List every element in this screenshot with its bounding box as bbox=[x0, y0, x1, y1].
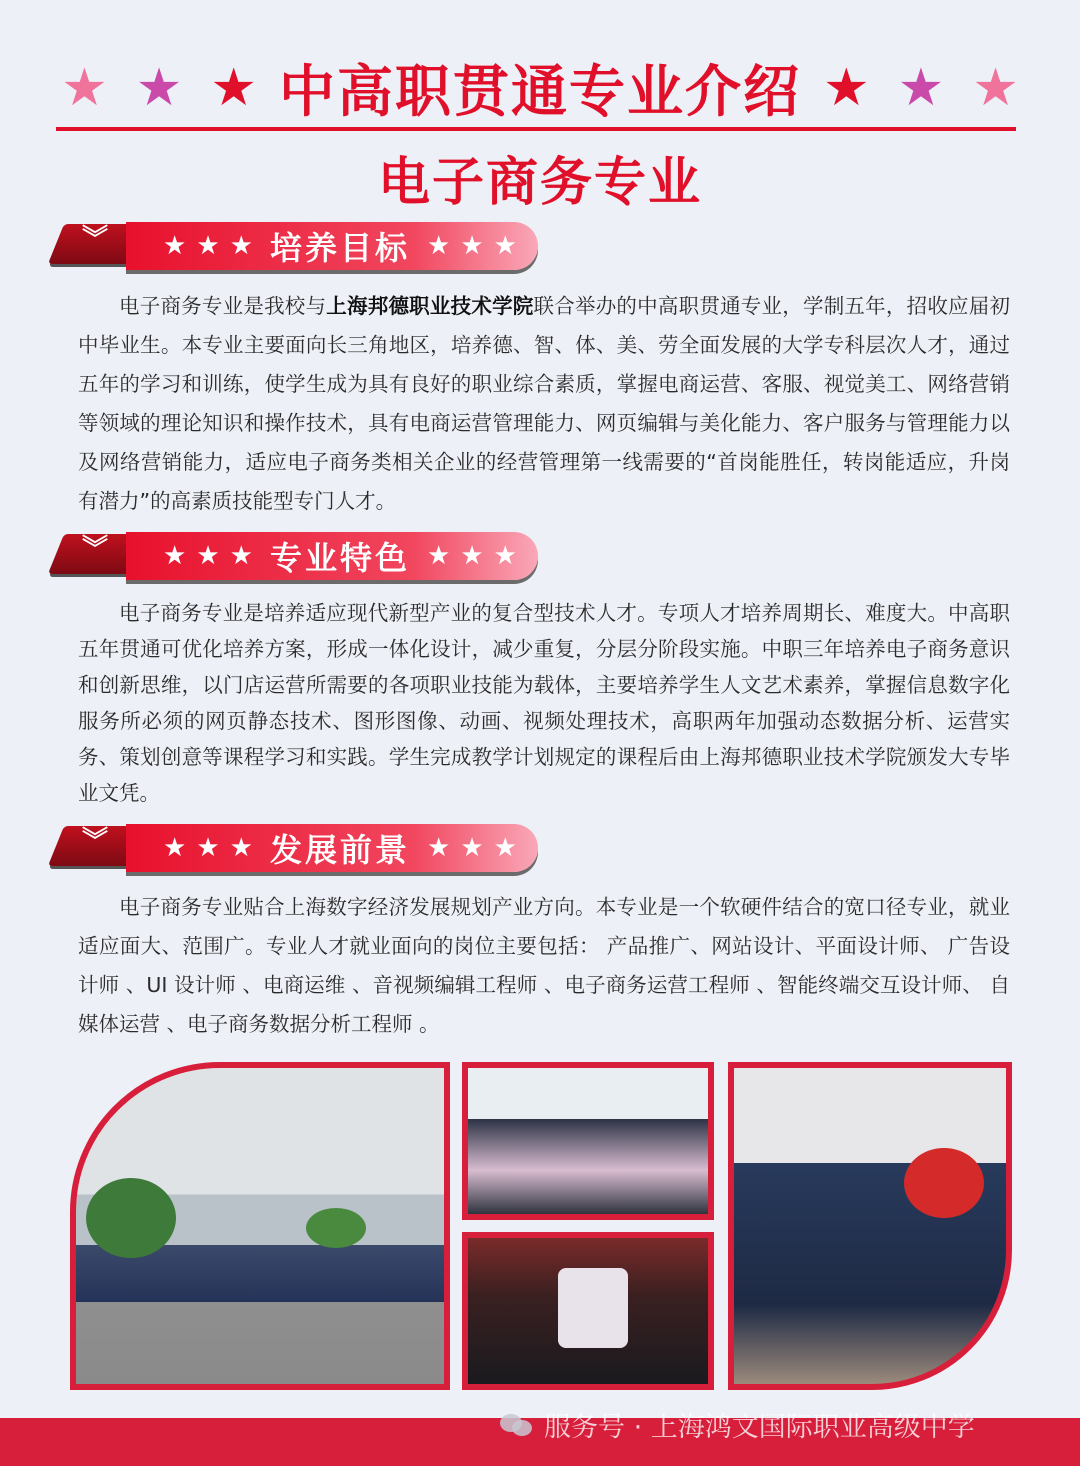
star-icon: ★ bbox=[460, 833, 484, 863]
star-icon: ★ bbox=[427, 541, 451, 571]
watermark-text: 服务号 · 上海鸿文国际职业高级中学 bbox=[544, 1411, 975, 1443]
section-heading: 专业特色 bbox=[269, 539, 410, 577]
watermark bbox=[500, 1404, 975, 1444]
section-paragraph-features: 电子商务专业是培养适应现代新型产业的复合型技术人才。专项人才培养周期长、难度大。中高职五年贯通可优化培养方案，形成一体化设计，减少重复，分层分阶段实施。中职三年培养电子商务意识和创新思维，以门店运营所需要的各项职业技能为载体，主要培养学生人文艺术素养，掌握信息数字化服务所必须的网页静态技术、图形图像、动画、视频处理技术，高职两年加强动态数据分析、运营实务、策划创意等课程学习和实践。学生完成教学计划规定的课程后由上海邦德职业技术学院颁发大专毕业文凭。 bbox=[78, 601, 1010, 805]
section-banner-features bbox=[56, 532, 538, 582]
star-icon: ★ bbox=[229, 231, 253, 261]
group-photo-classroom bbox=[462, 1062, 714, 1220]
section-paragraph-goals bbox=[78, 287, 1010, 521]
page-title: 中高职贯通专业介绍 bbox=[279, 60, 801, 125]
star-icon: ★ bbox=[163, 541, 187, 571]
star-icon: ★ bbox=[196, 833, 220, 863]
star-icon: ★ bbox=[897, 58, 945, 118]
photo-caption: 公众号 bbox=[958, 1363, 998, 1378]
star-icon: ★ bbox=[493, 541, 517, 571]
star-icon: ★ bbox=[163, 833, 187, 863]
group-photo-campus bbox=[70, 1062, 450, 1390]
chevron-down-icon: ︾ bbox=[82, 534, 109, 564]
title-divider bbox=[56, 127, 1016, 131]
chevron-down-icon: ︾ bbox=[82, 224, 109, 254]
star-icon: ★ bbox=[460, 541, 484, 571]
star-icon: ★ bbox=[493, 833, 517, 863]
star-icon: ★ bbox=[196, 541, 220, 571]
star-icon: ★ bbox=[427, 231, 451, 261]
section-banner-goals bbox=[56, 222, 538, 272]
star-icon: ★ bbox=[210, 58, 257, 118]
star-icon: ★ bbox=[163, 231, 187, 261]
wechat-icon bbox=[500, 1410, 534, 1438]
paragraph-text: 联合举办的中高职贯通专业，学制五年，招收应届初中毕业生。本专业主要面向长三角地区，培养德、智、体、美、劳全面发展的大学专科层次人才，通过五年的学习和训练，使学生成为具有良好的职业综合素质，掌握电商运营、客服、视觉美工、网络营销等领域的理论知识和操作技术，具有电商运营管理能力、网页编辑与美化能力、客户服务与管理能力以及网络营销能力，适应电子商务类相关企业的经营管理第一线需要的“首岗能胜任，转岗能适应，升岗有潜力”的高素质技能型专门人才。 bbox=[78, 294, 1011, 513]
star-icon: ★ bbox=[460, 231, 484, 261]
star-icon: ★ bbox=[196, 231, 220, 261]
section-heading: 发展前景 bbox=[269, 831, 410, 869]
star-icon: ★ bbox=[135, 58, 183, 118]
star-icon: ★ bbox=[61, 58, 108, 118]
title-row bbox=[0, 48, 1080, 128]
star-icon: ★ bbox=[427, 833, 451, 863]
chevron-down-icon: ︾ bbox=[82, 826, 109, 856]
star-icon: ★ bbox=[229, 541, 253, 571]
star-icon: ★ bbox=[493, 231, 517, 261]
group-photo-company-visit bbox=[728, 1062, 1012, 1390]
partner-college-name: 上海邦德职业技术学院 bbox=[326, 294, 534, 318]
section-paragraph-prospects: 电子商务专业贴合上海数字经济发展规划产业方向。本专业是一个软硬件结合的宽口径专业，就业适应面大、范围广。专业人才就业面向的岗位主要包括： 产品推广、网站设计、平面设计师、 广告设计师 、UI 设计师 、电商运维 、音视频编辑工程师 、电子商务运营工程师 、智能终端交互设计师、 自媒体运营 、电子商务数据分析工程师 。 bbox=[78, 895, 1010, 1036]
star-icon: ★ bbox=[972, 58, 1019, 118]
section-banner-prospects bbox=[56, 824, 538, 874]
paragraph-text: 电子商务专业是我校与 bbox=[119, 294, 327, 318]
group-photo-banner bbox=[462, 1232, 714, 1390]
page-subtitle: 电子商务专业 bbox=[377, 153, 702, 213]
star-icon: ★ bbox=[823, 58, 870, 118]
section-heading: 培养目标 bbox=[269, 229, 410, 267]
star-icon: ★ bbox=[229, 833, 253, 863]
